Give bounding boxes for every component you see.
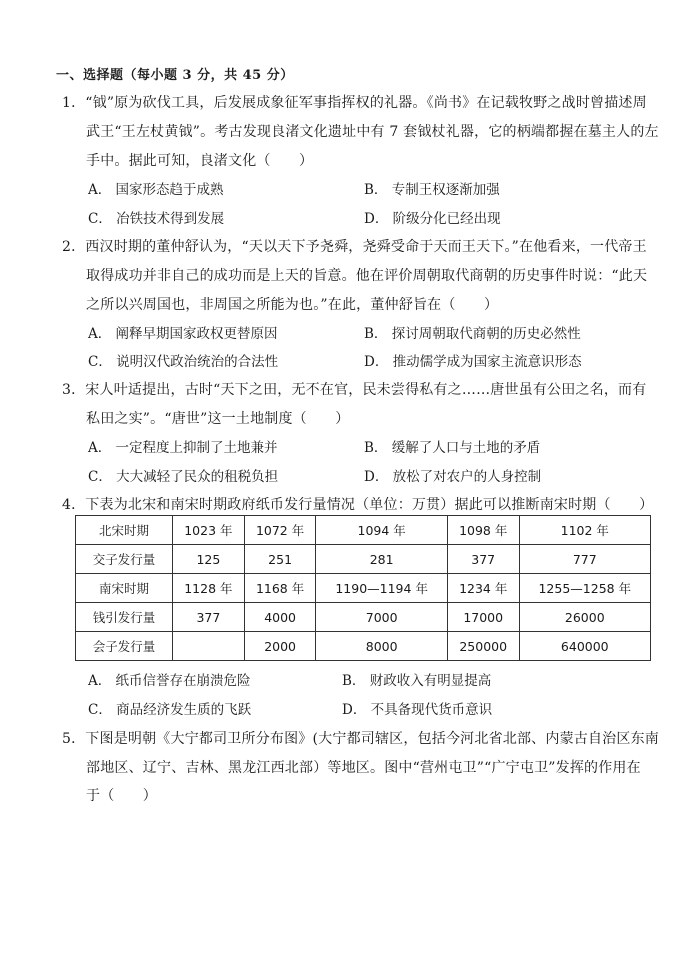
q3-option-d[interactable]: D． 放松了对农户的人身控制 xyxy=(364,469,542,485)
table-cell: 钱引发行量 xyxy=(76,603,173,632)
q1-option-a[interactable]: A． 国家形态趋于成熟 xyxy=(88,182,224,198)
table-row xyxy=(76,545,651,574)
q4-line-1: 4．下表为北宋和南宋时期政府纸币发行量情况（单位：万贯）据此可以推断南宋时期（ ） xyxy=(62,497,654,513)
q1-line-3: 手中。据此可知，良渚文化（ ） xyxy=(86,153,314,169)
table-cell: 交子发行量 xyxy=(76,545,173,574)
table-cell: 17000 xyxy=(447,603,519,632)
table-cell: 南宋时期 xyxy=(76,574,173,603)
q2-option-b[interactable]: B． 探讨周朝取代商朝的历史必然性 xyxy=(364,326,581,342)
q3-line-2: 私田之实”。“唐世”这一土地制度（ ） xyxy=(86,411,350,427)
table-cell: 1102 年 xyxy=(519,516,650,545)
table-cell: 281 xyxy=(316,545,447,574)
table-cell: 2000 xyxy=(244,632,316,661)
table-cell: 250000 xyxy=(447,632,519,661)
q3-option-b[interactable]: B． 缓解了人口与土地的矛盾 xyxy=(364,440,541,456)
table-row xyxy=(76,574,651,603)
table-cell: 26000 xyxy=(519,603,650,632)
table-cell: 251 xyxy=(244,545,316,574)
table-cell: 1098 年 xyxy=(447,516,519,545)
table-cell: 777 xyxy=(519,545,650,574)
q5-line-1: 5．下图是明朝《大宁都司卫所分布图》(大宁都司辖区，包括今河北省北部、内蒙古自治区东南 xyxy=(62,731,659,747)
q4-option-b[interactable]: B． 财政收入有明显提高 xyxy=(342,673,492,689)
table-cell: 4000 xyxy=(244,603,316,632)
table-cell xyxy=(173,632,245,661)
table-row xyxy=(76,516,651,545)
q4-option-a[interactable]: A． 纸币信誉存在崩溃危险 xyxy=(88,673,251,689)
table-cell: 会子发行量 xyxy=(76,632,173,661)
table-row xyxy=(76,632,651,661)
q5-line-3: 于（ ） xyxy=(86,788,157,804)
table-row xyxy=(76,603,651,632)
table-cell: 1023 年 xyxy=(173,516,245,545)
q3-line-1: 3．宋人叶适提出，古时“天下之田，无不在官，民未尝得私有之……唐世虽有公田之名，而有 xyxy=(62,382,647,398)
paper-money-table xyxy=(75,515,651,661)
q2-option-a[interactable]: A． 阐释早期国家政权更替原因 xyxy=(88,326,278,342)
table-cell: 125 xyxy=(173,545,245,574)
q2-line-2: 取得成功并非自己的成功而是上天的旨意。他在评价周朝取代商朝的历史事件时说：“此天 xyxy=(86,268,648,284)
table-cell: 1190—1194 年 xyxy=(316,574,447,603)
table-cell: 640000 xyxy=(519,632,650,661)
q1-line-2: 武王“王左杖黄钺”。考古发现良渚文化遗址中有 7 套钺杖礼器，它的柄端都握在墓主人的左 xyxy=(86,124,659,140)
table-cell: 1094 年 xyxy=(316,516,447,545)
q1-line-1: 1．“钺”原为砍伐工具，后发展成象征军事指挥权的礼器。《尚书》在记载牧野之战时曾描述周 xyxy=(62,95,647,111)
section-title: 一、选择题（每小题 3 分，共 45 分） xyxy=(56,68,294,83)
table-cell: 1234 年 xyxy=(447,574,519,603)
q5-line-2: 部地区、辽宁、吉林、黑龙江西北部）等地区。图中“营州屯卫”“广宁屯卫”发挥的作用在 xyxy=(86,760,641,776)
table-cell: 1168 年 xyxy=(244,574,316,603)
q2-option-c[interactable]: C． 说明汉代政治统治的合法性 xyxy=(88,354,279,370)
q3-option-c[interactable]: C． 大大减轻了民众的租税负担 xyxy=(88,469,279,485)
q2-line-1: 2．西汉时期的董仲舒认为，“天以天下予尧舜，尧舜受命于天而王天下。”在他看来，一代帝王 xyxy=(62,239,647,255)
q2-line-3: 之所以兴周国也，非周国之所能为也。”在此，董仲舒旨在（ ） xyxy=(86,297,499,313)
q1-option-c[interactable]: C． 冶铁技术得到发展 xyxy=(88,211,225,227)
table-cell: 1255—1258 年 xyxy=(519,574,650,603)
q2-option-d[interactable]: D． 推动儒学成为国家主流意识形态 xyxy=(364,354,582,370)
table-cell: 377 xyxy=(447,545,519,574)
table-cell: 8000 xyxy=(316,632,447,661)
q4-option-d[interactable]: D． 不具备现代货币意识 xyxy=(342,702,493,718)
table-cell: 7000 xyxy=(316,603,447,632)
q1-option-d[interactable]: D． 阶级分化已经出现 xyxy=(364,211,501,227)
table-cell: 北宋时期 xyxy=(76,516,173,545)
q3-option-a[interactable]: A． 一定程度上抑制了土地兼并 xyxy=(88,440,278,456)
q1-option-b[interactable]: B． 专制王权逐渐加强 xyxy=(364,182,500,198)
q4-option-c[interactable]: C． 商品经济发生质的飞跃 xyxy=(88,702,252,718)
table-cell: 1072 年 xyxy=(244,516,316,545)
table-cell: 1128 年 xyxy=(173,574,245,603)
table-cell: 377 xyxy=(173,603,245,632)
